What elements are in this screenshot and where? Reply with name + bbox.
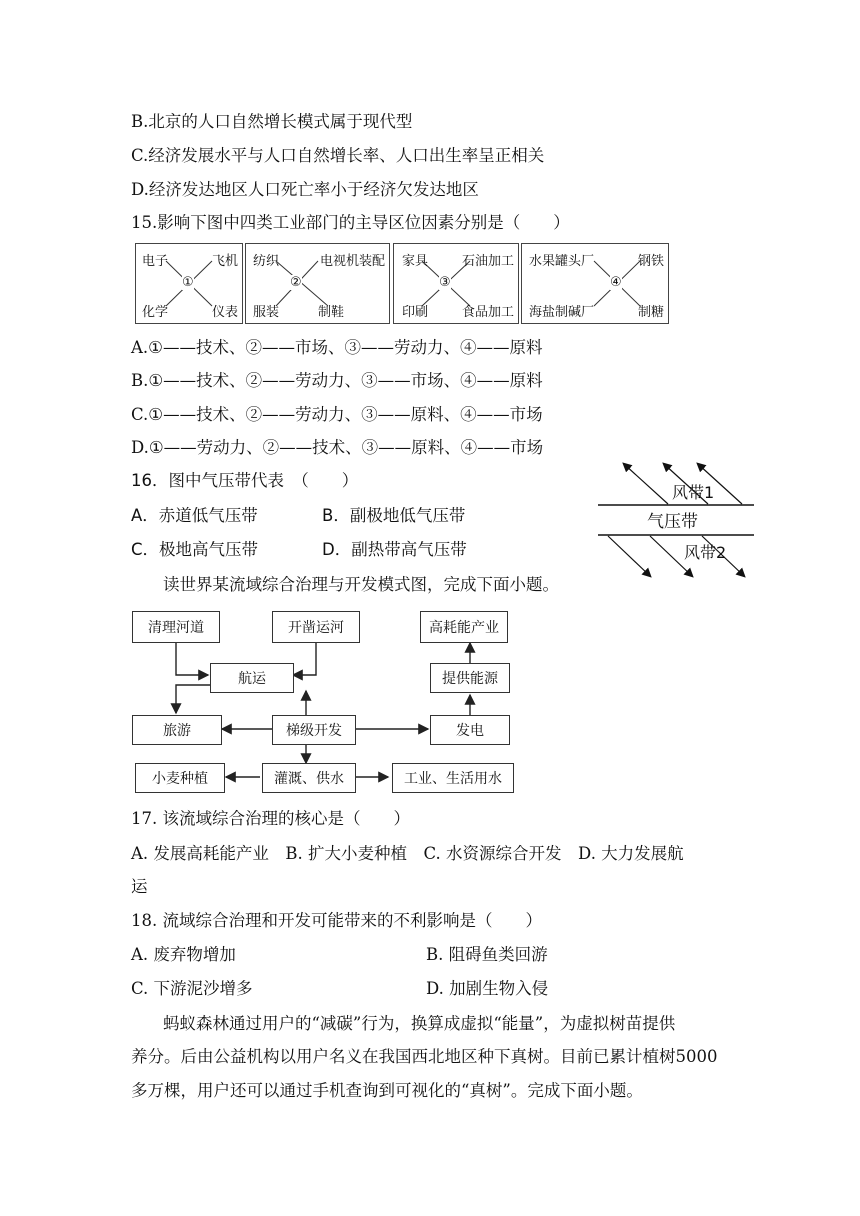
q16-option-a: A．赤道低气压带 xyxy=(131,506,258,525)
q18-option-a: A. 废弃物增加 xyxy=(131,945,236,964)
node-qingli: 清理河道 xyxy=(132,611,220,643)
q15-stem: 15.影响下图中四类工业部门的主导区位因素分别是（ ） xyxy=(131,213,570,232)
box1-number: ① xyxy=(182,275,194,290)
industry-box-2 xyxy=(245,243,390,324)
q16-option-b: B．副极地低气压带 xyxy=(322,506,466,525)
q18-stem: 18. 流域综合治理和开发可能带来的不利影响是（ ） xyxy=(131,911,542,930)
node-tigong: 提供能源 xyxy=(430,663,510,693)
box4-number: ④ xyxy=(610,275,622,290)
wind1-label: 风带1 xyxy=(672,483,715,502)
box4-top-left: 水果罐头厂 xyxy=(529,254,595,269)
box2-number: ② xyxy=(290,275,302,290)
pressure-belt-label: 气压带 xyxy=(647,512,698,532)
q18-option-c: C. 下游泥沙增多 xyxy=(131,979,253,998)
wind1-arrow-left xyxy=(624,464,668,504)
industry-box-3 xyxy=(393,243,519,324)
passage-line-2: 养分。后由公益机构以用户名义在我国西北地区种下真树。目前已累计植树5000 xyxy=(131,1047,718,1066)
node-kaizao: 开凿运河 xyxy=(272,611,360,643)
wind2-arrow-left xyxy=(608,536,650,576)
q16-stem: 16．图中气压带代表 （ ） xyxy=(131,471,359,490)
q17-options-wrap: 运 xyxy=(131,877,148,896)
industry-box-1 xyxy=(135,243,243,324)
box1-bottom-right: 仪表 xyxy=(211,305,238,320)
box2-top-left: 纺织 xyxy=(253,254,280,269)
q16-option-d: D．副热带高气压带 xyxy=(322,540,467,559)
q14-option-c: C.经济发展水平与人口自然增长率、人口出生率呈正相关 xyxy=(131,146,545,165)
q18-option-d: D. 加剧生物入侵 xyxy=(426,979,549,998)
node-fadian: 发电 xyxy=(430,715,510,745)
box4-bottom-right: 制糖 xyxy=(637,305,664,320)
box4-top-right: 钢铁 xyxy=(637,254,664,269)
q14-option-d: D.经济发达地区人口死亡率小于经济欠发达地区 xyxy=(131,180,479,199)
q15-option-c: C.①——技术、②——劳动力、③——原料、④——市场 xyxy=(131,405,543,424)
q15-option-d: D.①——劳动力、②——技术、③——原料、④——市场 xyxy=(131,438,544,457)
box1-top-right: 飞机 xyxy=(211,254,238,269)
q18-option-b: B. 阻碍鱼类回游 xyxy=(426,945,548,964)
box3-number: ③ xyxy=(439,275,451,290)
box2-top-right: 电视机装配 xyxy=(319,254,385,269)
box3-top-right: 石油加工 xyxy=(461,254,514,269)
pressure-belt-diagram xyxy=(592,458,762,583)
q17-stem: 17. 该流域综合治理的核心是（ ） xyxy=(131,809,410,828)
q15-option-b: B.①——技术、②——劳动力、③——市场、④——原料 xyxy=(131,371,543,390)
q16-option-c: C．极地高气压带 xyxy=(131,540,259,559)
node-lvyou: 旅游 xyxy=(132,715,222,745)
node-tiji: 梯级开发 xyxy=(272,715,356,745)
node-xiaomai: 小麦种植 xyxy=(135,763,225,793)
box3-bottom-left: 印刷 xyxy=(402,305,429,320)
passage-line-1: 蚂蚁森林通过用户的“减碳”行为，换算成虚拟“能量”，为虚拟树苗提供 xyxy=(163,1014,676,1033)
box3-top-left: 家具 xyxy=(402,254,429,269)
intro-17-18: 读世界某流域综合治理与开发模式图，完成下面小题。 xyxy=(163,575,559,594)
node-gaohao: 高耗能产业 xyxy=(420,611,508,643)
passage-line-3: 多万棵，用户还可以通过手机查询到可视化的“真树”。完成下面小题。 xyxy=(131,1081,643,1100)
box3-bottom-right: 食品加工 xyxy=(461,305,514,320)
box2-bottom-left: 服装 xyxy=(253,305,280,320)
box1-top-left: 电子 xyxy=(142,254,169,269)
box1-bottom-left: 化学 xyxy=(142,305,169,320)
q14-option-b: B.北京的人口自然增长模式属于现代型 xyxy=(131,112,413,131)
q17-options: A. 发展高耗能产业 B. 扩大小麦种植 C. 水资源综合开发 D. 大力发展航 xyxy=(131,844,684,863)
wind2-label: 风带2 xyxy=(684,543,727,562)
node-hangyun: 航运 xyxy=(210,663,294,693)
q15-option-a: A.①——技术、②——市场、③——劳动力、④——原料 xyxy=(131,338,543,357)
box4-bottom-left: 海盐制碱厂 xyxy=(529,305,595,320)
node-guangai: 灌溉、供水 xyxy=(262,763,356,793)
node-gongye: 工业、生活用水 xyxy=(392,763,514,793)
industry-box-4 xyxy=(521,243,669,324)
box2-bottom-right: 制鞋 xyxy=(318,305,345,320)
